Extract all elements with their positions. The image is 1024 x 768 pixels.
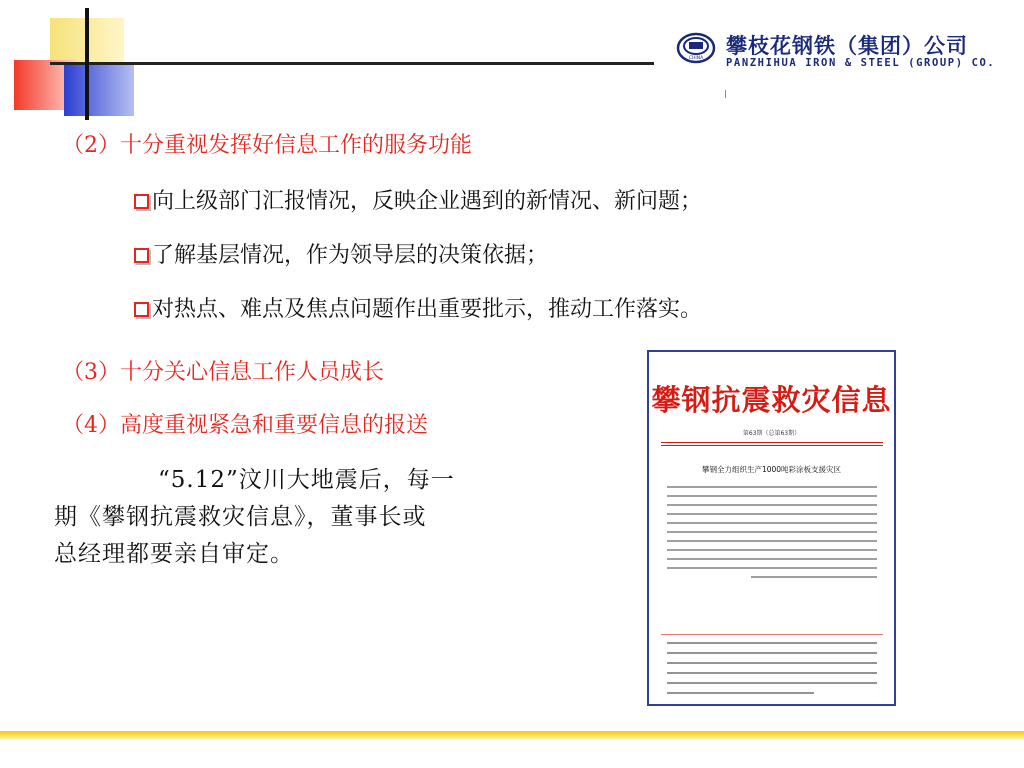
company-name-en: PANZHIHUA IRON & STEEL (GROUP) CO. <box>726 57 996 69</box>
header-divider <box>50 62 654 65</box>
bullet-text: 了解基层情况，作为领导层的决策依据； <box>152 243 549 268</box>
bullet-text: 向上级部门汇报情况，反映企业遇到的新情况、新问题； <box>152 189 703 214</box>
document-title: 攀钢抗震救灾信息 <box>651 383 892 417</box>
decor-blue-block <box>64 64 134 116</box>
checkbox-bullet-icon <box>134 194 149 209</box>
bullet-item <box>134 238 548 269</box>
document-footer-lines <box>667 642 877 702</box>
newsletter-document-image <box>647 350 896 706</box>
paragraph-line-2: 期《攀钢抗震救灾信息》，董事长或 <box>54 504 427 530</box>
checkbox-bullet-icon <box>134 302 149 317</box>
document-red-rule <box>661 445 883 446</box>
bullet-item <box>134 184 702 215</box>
heading-3: （3）十分关心信息工作人员成长 <box>62 360 384 385</box>
paragraph-line-3: 总经理都要亲自审定。 <box>54 541 294 567</box>
company-logo <box>676 30 1021 70</box>
body-paragraph <box>54 462 584 573</box>
vertical-divider <box>85 8 89 120</box>
heading-2: （2）十分重视发挥好信息工作的服务功能 <box>62 133 472 158</box>
document-red-rule <box>661 634 883 635</box>
bullet-text: 对热点、难点及焦点问题作出重要批示，推动工作落实。 <box>152 297 703 322</box>
document-headline: 攀钢全力组织生产1000吨彩涂板支援灾区 <box>701 465 842 474</box>
decor-tick <box>725 90 726 98</box>
company-name-cn: 攀枝花钢铁（集团）公司 <box>726 34 968 58</box>
logo-badge-text: CHINA <box>688 56 704 61</box>
checkbox-bullet-icon <box>134 248 149 263</box>
document-red-rule <box>661 442 883 443</box>
document-body-lines <box>667 486 877 585</box>
document-issue: 第63期（总第63期） <box>742 430 801 437</box>
bullet-item <box>134 292 702 323</box>
footer-bar <box>0 731 1024 739</box>
company-logo-icon <box>676 32 716 64</box>
heading-4: （4）高度重视紧急和重要信息的报送 <box>62 413 428 438</box>
paragraph-line-1: “5.12”汶川大地震后，每一 <box>158 467 455 493</box>
